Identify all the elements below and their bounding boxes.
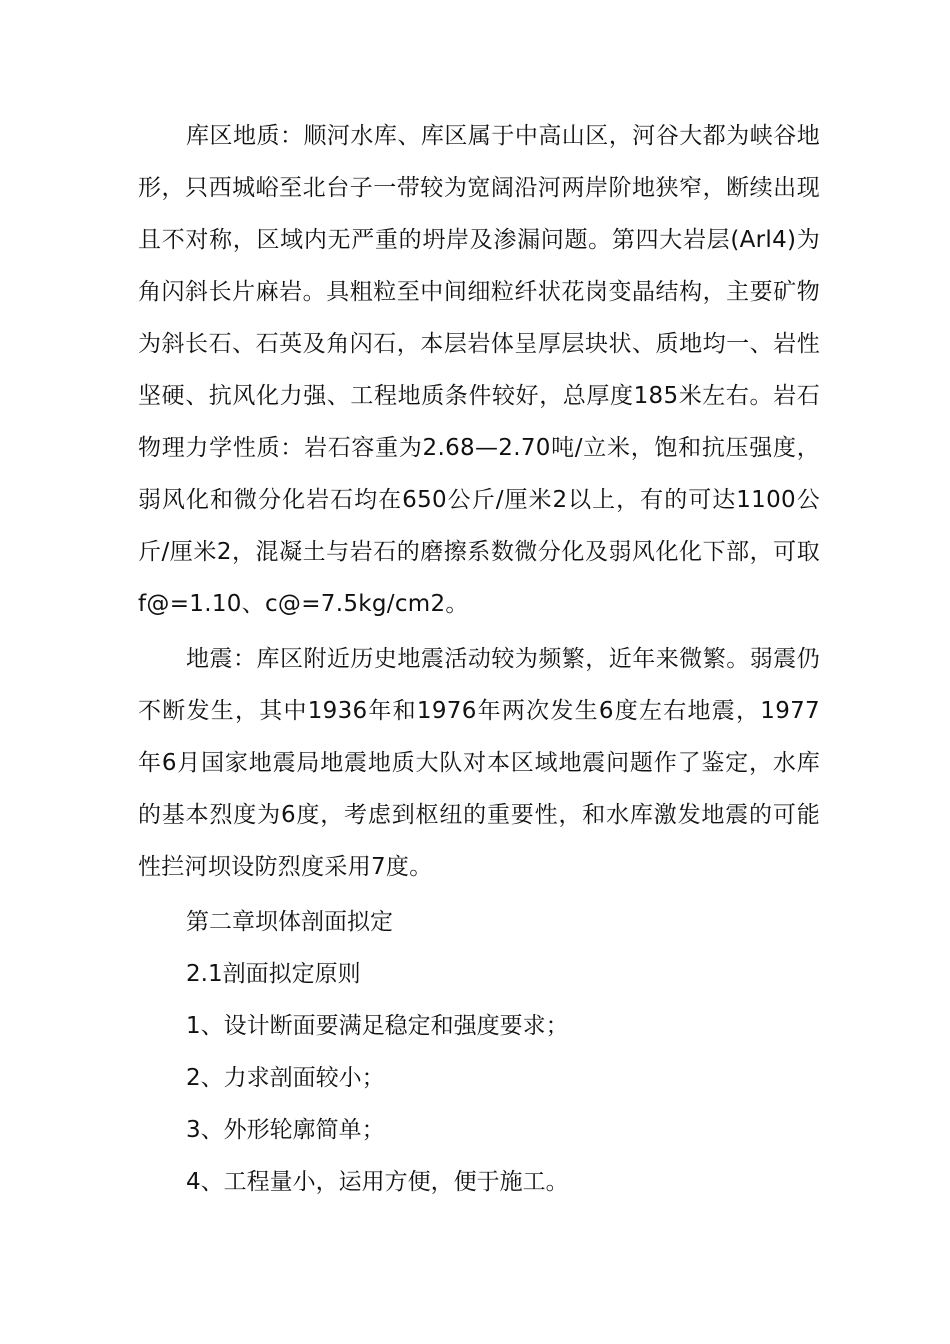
list-item: 2、力求剖面较小； [186,1065,385,1091]
section-title: 2.1剖面拟定原则 [186,961,361,987]
paragraph-geology: 库区地质：顺河水库、库区属于中高山区，河谷大都为峡谷地形，只西城峪至北台子一带较为宽阔沿河两岸阶地狭窄，断续出现且不对称，区域内无严重的坍岸及渗漏问题。第四大岩层(Arl4)为角闪斜长片麻岩。具粗粒至中间细粒纤状花岗变晶结构，主要矿物为斜长石、石英及角闪石，本层岩体呈厚层块状、质地均一、岩性坚硬、抗风化力强、工程地质条件较好，总厚度185米左右。岩石物理力学性质：岩石容重为2.68—2.70吨/立米，饱和抗压强度，弱风化和微分化岩石均在650公斤/厘米2以上，有的可达1100公斤/厘米2，混凝土与岩石的磨擦系数微分化及弱风化化下部，可取f@=1.10、c@=7.5kg/cm2。 [138,123,820,617]
list-item: 4、工程量小，运用方便，便于施工。 [186,1169,569,1195]
paragraph-earthquake: 地震：库区附近历史地震活动较为频繁，近年来微繁。弱震仍不断发生，其中1936年和1976年两次发生6度左右地震，1977年6月国家地震局地震地质大队对本区域地震问题作了鉴定，水库的基本烈度为6度，考虑到枢纽的重要性，和水库激发地震的可能性拦河坝设防烈度采用7度。 [138,646,820,880]
chapter-title: 第二章坝体剖面拟定 [186,909,393,935]
document-body [138,110,820,1208]
list-item: 3、外形轮廓简单； [186,1117,385,1143]
list-item: 1、设计断面要满足稳定和强度要求； [186,1013,569,1039]
